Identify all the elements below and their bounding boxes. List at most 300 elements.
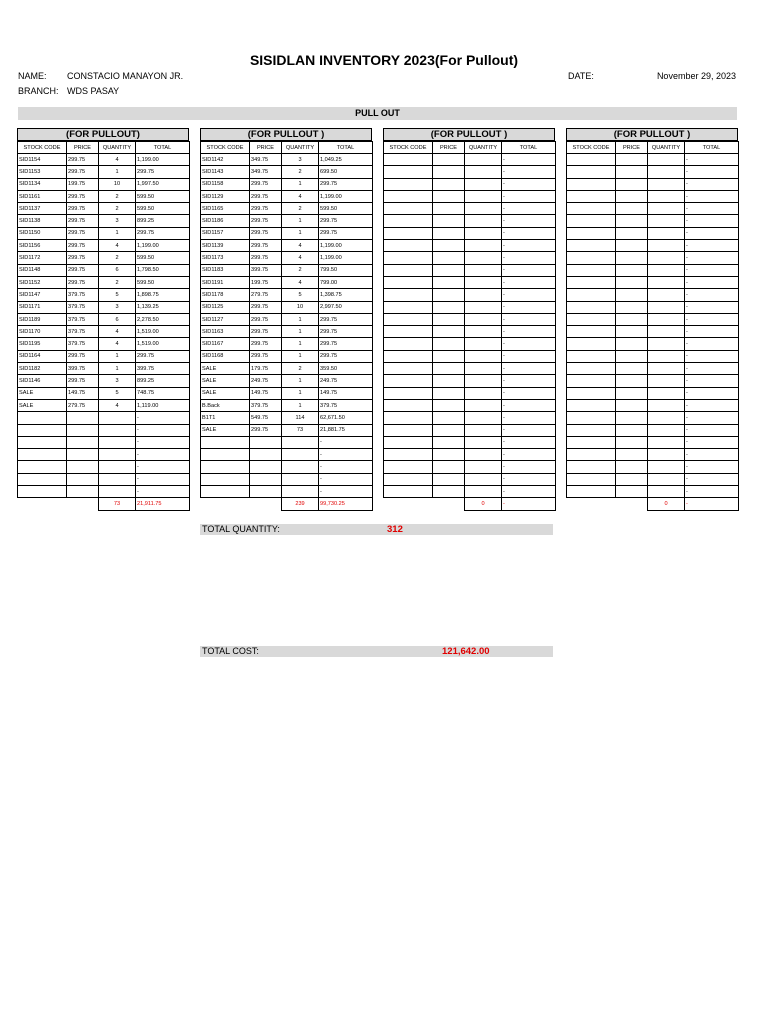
stock-code-cell [201, 473, 250, 485]
price-cell: 279.75 [250, 289, 282, 301]
price-cell: 549.75 [250, 412, 282, 424]
table-row [567, 375, 739, 387]
stock-code-cell [384, 264, 433, 276]
price-cell: 299.75 [250, 313, 282, 325]
quantity-cell: 114 [282, 412, 319, 424]
table-row [18, 436, 190, 448]
price-cell [433, 375, 465, 387]
total-cell: 599.50 [319, 203, 373, 215]
quantity-cell [648, 449, 685, 461]
quantity-cell [648, 486, 685, 498]
stock-code-cell: SID1161 [18, 190, 67, 202]
stock-code-cell [384, 412, 433, 424]
stock-code-cell [201, 449, 250, 461]
quantity-cell: 1 [99, 350, 136, 362]
price-cell [616, 424, 648, 436]
price-cell [616, 215, 648, 227]
table-row [201, 350, 373, 362]
price-cell [616, 166, 648, 178]
table-row [567, 473, 739, 485]
table-row [384, 289, 556, 301]
table-row [18, 473, 190, 485]
stock-code-cell [567, 276, 616, 288]
total-cell: - [502, 424, 556, 436]
stock-code-cell: SID1157 [201, 227, 250, 239]
total-cell: 379.75 [319, 399, 373, 411]
total-cell: - [502, 276, 556, 288]
total-cell: - [502, 203, 556, 215]
total-cell: - [319, 436, 373, 448]
column-header-row [567, 142, 739, 154]
table-row [567, 338, 739, 350]
total-cell: - [685, 449, 739, 461]
quantity-cell: 2 [282, 264, 319, 276]
price-cell: 299.75 [67, 190, 99, 202]
quantity-cell: 1 [99, 166, 136, 178]
total-cost-label: TOTAL COST: [202, 646, 259, 656]
total-header: TOTAL [685, 142, 739, 154]
pullout-block-2 [200, 128, 372, 511]
table-row [567, 264, 739, 276]
quantity-cell: 2 [99, 190, 136, 202]
table-row [18, 276, 190, 288]
stock-code-cell: SID1167 [201, 338, 250, 350]
quantity-cell: 1 [99, 227, 136, 239]
stock-code-cell: SID1158 [201, 178, 250, 190]
quantity-cell: 1 [282, 326, 319, 338]
quantity-cell [648, 227, 685, 239]
price-cell [616, 154, 648, 166]
price-cell [433, 215, 465, 227]
table-row [567, 449, 739, 461]
table-row [384, 166, 556, 178]
table-row [201, 289, 373, 301]
quantity-cell [99, 424, 136, 436]
table-row [18, 227, 190, 239]
quantity-cell [465, 190, 502, 202]
stock-code-cell [384, 461, 433, 473]
table-row [384, 203, 556, 215]
quantity-header: QUANTITY [465, 142, 502, 154]
price-cell [67, 449, 99, 461]
stock-code-header: STOCK CODE [567, 142, 616, 154]
price-cell [616, 178, 648, 190]
table-row [201, 412, 373, 424]
total-cell: - [502, 326, 556, 338]
price-cell: 299.75 [67, 215, 99, 227]
table-row [201, 227, 373, 239]
stock-code-cell: SID1129 [201, 190, 250, 202]
price-cell [67, 461, 99, 473]
quantity-cell: 4 [282, 190, 319, 202]
quantity-cell: 2 [99, 203, 136, 215]
price-cell [433, 473, 465, 485]
stock-code-cell: SID1127 [201, 313, 250, 325]
stock-code-cell [567, 289, 616, 301]
price-cell [616, 313, 648, 325]
total-cell: 2,278.50 [136, 313, 190, 325]
total-cell: 299.75 [136, 227, 190, 239]
quantity-cell: 4 [99, 326, 136, 338]
quantity-cell [648, 436, 685, 448]
date-value: November 29, 2023 [656, 71, 736, 81]
total-cell: 799.00 [319, 276, 373, 288]
total-cell: - [685, 301, 739, 313]
stock-code-cell: SID1168 [201, 350, 250, 362]
quantity-cell: 1 [282, 375, 319, 387]
quantity-cell [648, 203, 685, 215]
price-cell: 399.75 [250, 264, 282, 276]
stock-code-cell [567, 240, 616, 252]
quantity-cell [465, 313, 502, 325]
table-row [18, 424, 190, 436]
stock-code-cell: SID1165 [201, 203, 250, 215]
table-row [201, 461, 373, 473]
table-row [18, 387, 190, 399]
table-row [201, 326, 373, 338]
quantity-cell: 3 [99, 375, 136, 387]
price-cell [433, 486, 465, 498]
quantity-cell [648, 375, 685, 387]
table-row [18, 264, 190, 276]
total-spacer [201, 498, 250, 510]
total-cell: 299.75 [319, 326, 373, 338]
total-cell: - [319, 449, 373, 461]
stock-code-cell [384, 449, 433, 461]
stock-code-cell: SID1134 [18, 178, 67, 190]
table-row [201, 338, 373, 350]
total-cell: 1,997.50 [136, 178, 190, 190]
quantity-cell [648, 289, 685, 301]
stock-code-cell: SID1173 [201, 252, 250, 264]
stock-code-cell: SID1156 [18, 240, 67, 252]
price-cell [616, 486, 648, 498]
table-row [201, 178, 373, 190]
table-row [201, 363, 373, 375]
table-row [18, 461, 190, 473]
quantity-cell [465, 227, 502, 239]
price-cell [433, 363, 465, 375]
total-cell: 299.75 [136, 166, 190, 178]
total-cell: - [685, 240, 739, 252]
price-cell [433, 338, 465, 350]
table-row [384, 449, 556, 461]
quantity-cell [465, 387, 502, 399]
stock-code-cell: SID1186 [201, 215, 250, 227]
stock-code-cell [567, 203, 616, 215]
price-cell: 299.75 [250, 301, 282, 313]
price-cell [616, 240, 648, 252]
quantity-cell [465, 252, 502, 264]
total-cell: - [136, 473, 190, 485]
table-row [201, 436, 373, 448]
table-row [18, 399, 190, 411]
stock-code-cell: SALE [201, 375, 250, 387]
table-row [18, 240, 190, 252]
total-cell: - [685, 412, 739, 424]
quantity-cell: 2 [99, 276, 136, 288]
quantity-cell [648, 313, 685, 325]
stock-code-cell [384, 154, 433, 166]
table-row [384, 350, 556, 362]
price-cell: 379.75 [67, 289, 99, 301]
quantity-header: QUANTITY [99, 142, 136, 154]
stock-code-cell [567, 424, 616, 436]
quantity-cell [648, 301, 685, 313]
stock-code-cell: SID1191 [201, 276, 250, 288]
quantity-cell [99, 436, 136, 448]
block-total-cost: - [502, 498, 556, 510]
quantity-cell [465, 486, 502, 498]
price-cell [616, 338, 648, 350]
price-cell [616, 276, 648, 288]
table-row [201, 166, 373, 178]
quantity-cell [648, 276, 685, 288]
page-title: SISIDLAN INVENTORY 2023(For Pullout) [249, 52, 519, 68]
price-cell [433, 412, 465, 424]
price-cell: 349.75 [250, 154, 282, 166]
table-row [567, 289, 739, 301]
price-cell [616, 363, 648, 375]
stock-code-cell: SID1139 [201, 240, 250, 252]
inventory-table [17, 141, 190, 511]
table-row [201, 154, 373, 166]
price-cell: 299.75 [250, 424, 282, 436]
total-cell: - [685, 227, 739, 239]
table-row [18, 412, 190, 424]
quantity-cell: 2 [282, 166, 319, 178]
total-cell: - [685, 350, 739, 362]
table-row [201, 203, 373, 215]
total-cell: - [685, 276, 739, 288]
total-cell: - [502, 240, 556, 252]
stock-code-cell: SID1143 [201, 166, 250, 178]
quantity-cell [648, 399, 685, 411]
table-row [384, 486, 556, 498]
stock-code-cell: SID1154 [18, 154, 67, 166]
quantity-header: QUANTITY [282, 142, 319, 154]
stock-code-cell [384, 486, 433, 498]
price-cell: 299.75 [250, 252, 282, 264]
stock-code-cell: SID1152 [18, 276, 67, 288]
price-cell [67, 412, 99, 424]
total-cell: 799.50 [319, 264, 373, 276]
inventory-table [383, 141, 556, 511]
total-cell: 1,798.50 [136, 264, 190, 276]
table-row [384, 227, 556, 239]
table-row [384, 412, 556, 424]
price-cell [250, 486, 282, 498]
total-cell: - [502, 227, 556, 239]
stock-code-cell [201, 436, 250, 448]
total-cell: 299.75 [319, 215, 373, 227]
table-row [567, 486, 739, 498]
table-row [567, 178, 739, 190]
total-cell: 1,519.00 [136, 338, 190, 350]
stock-code-cell [384, 178, 433, 190]
total-cell: - [502, 436, 556, 448]
price-cell: 199.75 [67, 178, 99, 190]
name-label: NAME: [18, 71, 47, 81]
quantity-cell: 4 [99, 154, 136, 166]
quantity-cell: 4 [99, 399, 136, 411]
price-cell [616, 473, 648, 485]
block-title: (FOR PULLOUT ) [383, 128, 555, 141]
pullout-block-4 [566, 128, 738, 511]
price-cell [616, 387, 648, 399]
price-cell: 179.75 [250, 363, 282, 375]
total-spacer [384, 498, 433, 510]
block-total-cost: 21,911.75 [136, 498, 190, 510]
stock-code-cell: SID1138 [18, 215, 67, 227]
stock-code-cell: B.Back [201, 399, 250, 411]
stock-code-cell [567, 338, 616, 350]
stock-code-cell [201, 486, 250, 498]
total-quantity-label: TOTAL QUANTITY: [202, 524, 280, 534]
table-row [567, 424, 739, 436]
table-row [384, 399, 556, 411]
stock-code-cell [384, 166, 433, 178]
quantity-cell [465, 264, 502, 276]
total-cost-bar [200, 646, 553, 657]
price-cell [616, 412, 648, 424]
stock-code-cell [384, 203, 433, 215]
quantity-cell: 4 [99, 240, 136, 252]
price-cell: 299.75 [250, 203, 282, 215]
total-cell: 62,671.50 [319, 412, 373, 424]
stock-code-cell: SID1150 [18, 227, 67, 239]
table-row [18, 154, 190, 166]
quantity-cell [465, 338, 502, 350]
column-header-row [384, 142, 556, 154]
table-row [567, 276, 739, 288]
total-cell: 299.75 [319, 178, 373, 190]
quantity-cell [465, 363, 502, 375]
stock-code-cell [384, 289, 433, 301]
quantity-cell: 1 [99, 363, 136, 375]
table-row [567, 240, 739, 252]
total-cell: - [685, 289, 739, 301]
price-cell [616, 264, 648, 276]
price-cell: 299.75 [67, 203, 99, 215]
table-row [201, 473, 373, 485]
quantity-cell [648, 178, 685, 190]
table-row [384, 338, 556, 350]
price-cell [616, 326, 648, 338]
total-cell: - [685, 166, 739, 178]
total-cell: 1,119.00 [136, 399, 190, 411]
quantity-cell [648, 252, 685, 264]
total-cell: 249.75 [319, 375, 373, 387]
quantity-cell: 4 [99, 338, 136, 350]
total-cell: 899.25 [136, 215, 190, 227]
total-cell: - [502, 412, 556, 424]
quantity-cell: 1 [282, 338, 319, 350]
price-cell: 379.75 [67, 313, 99, 325]
price-cell [433, 289, 465, 301]
total-cell: - [502, 473, 556, 485]
quantity-cell [648, 387, 685, 399]
quantity-cell: 1 [282, 313, 319, 325]
stock-code-cell [384, 326, 433, 338]
total-cell: - [685, 338, 739, 350]
quantity-cell: 1 [282, 215, 319, 227]
table-row [18, 203, 190, 215]
quantity-cell: 2 [282, 363, 319, 375]
total-cell: - [685, 326, 739, 338]
table-row [18, 326, 190, 338]
table-row [201, 449, 373, 461]
stock-code-cell: SID1195 [18, 338, 67, 350]
table-row [567, 166, 739, 178]
quantity-cell: 1 [282, 178, 319, 190]
total-cell: 299.75 [319, 338, 373, 350]
price-cell [616, 190, 648, 202]
total-cell: 399.75 [136, 363, 190, 375]
table-row [567, 461, 739, 473]
price-cell: 299.75 [67, 240, 99, 252]
table-row [567, 252, 739, 264]
total-cell: - [502, 252, 556, 264]
total-cell: 299.75 [319, 227, 373, 239]
total-cell: - [502, 363, 556, 375]
total-spacer [616, 498, 648, 510]
table-row [384, 190, 556, 202]
quantity-cell [99, 486, 136, 498]
table-row [18, 363, 190, 375]
stock-code-cell: SID1125 [201, 301, 250, 313]
quantity-cell [465, 350, 502, 362]
quantity-cell: 1 [282, 350, 319, 362]
stock-code-cell [384, 227, 433, 239]
table-row [201, 387, 373, 399]
stock-code-header: STOCK CODE [18, 142, 67, 154]
total-spacer [67, 498, 99, 510]
total-cell: 1,398.75 [319, 289, 373, 301]
stock-code-cell: SID1163 [201, 326, 250, 338]
table-row [384, 215, 556, 227]
quantity-cell [648, 350, 685, 362]
stock-code-cell [384, 375, 433, 387]
table-row [201, 301, 373, 313]
price-cell: 299.75 [67, 350, 99, 362]
table-row [384, 276, 556, 288]
block-total-row [201, 498, 373, 510]
block-title: (FOR PULLOUT) [17, 128, 189, 141]
total-cell: 21,881.75 [319, 424, 373, 436]
price-cell [433, 227, 465, 239]
total-cell: - [685, 154, 739, 166]
total-spacer [250, 498, 282, 510]
branch-label: BRANCH: [18, 86, 59, 96]
price-header: PRICE [616, 142, 648, 154]
stock-code-cell [567, 486, 616, 498]
table-row [567, 387, 739, 399]
price-cell: 199.75 [250, 276, 282, 288]
pullout-block-1 [17, 128, 189, 511]
total-cell: 599.50 [136, 252, 190, 264]
price-cell [433, 264, 465, 276]
price-cell: 149.75 [250, 387, 282, 399]
quantity-cell: 6 [99, 313, 136, 325]
price-header: PRICE [67, 142, 99, 154]
total-cell: - [685, 178, 739, 190]
total-cell: - [502, 350, 556, 362]
column-header-row [18, 142, 190, 154]
stock-code-cell [384, 215, 433, 227]
stock-code-cell: SID1189 [18, 313, 67, 325]
quantity-cell [648, 190, 685, 202]
